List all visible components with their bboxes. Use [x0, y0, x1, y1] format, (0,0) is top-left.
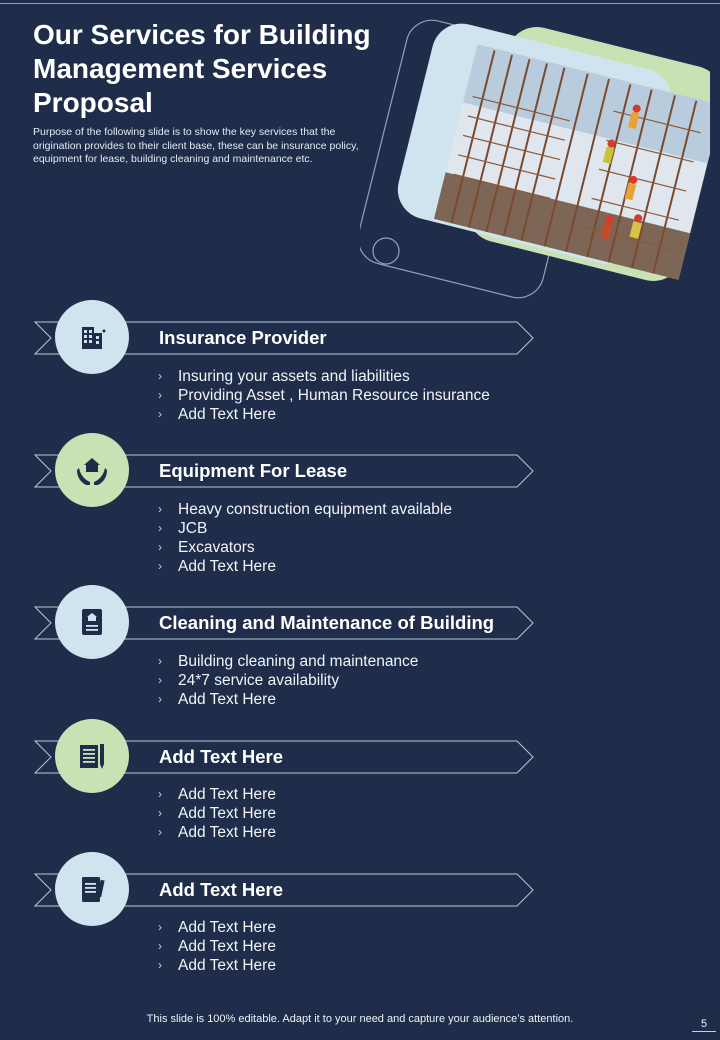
section-icon-circle	[55, 433, 129, 507]
list-item: › Add Text Here	[158, 691, 276, 708]
list-item: › JCB	[158, 520, 208, 537]
section-title: Add Text Here	[159, 746, 284, 767]
section-icon-circle	[55, 719, 129, 793]
chevron-right-icon: ›	[158, 692, 162, 706]
list-item: › Add Text Here	[158, 786, 276, 803]
section-bullets	[158, 652, 418, 709]
footer-note: This slide is 100% editable. Adapt it to your need and capture your audience’s attention.	[146, 1013, 574, 1025]
chevron-right-icon: ›	[158, 787, 162, 801]
page-number: 5	[692, 1018, 716, 1032]
notebook-pen-icon	[74, 871, 110, 907]
chevron-right-icon: ›	[158, 958, 162, 972]
page-title: Our Services for Building Management Services Proposal	[33, 19, 371, 118]
section-bullets	[158, 367, 490, 424]
section-bullets	[158, 918, 276, 975]
house-document-icon	[74, 604, 110, 640]
section-bullets	[158, 500, 452, 576]
building-icon	[74, 319, 110, 355]
section-icon-circle	[55, 300, 129, 374]
section-icon-circle	[55, 852, 129, 926]
chevron-right-icon: ›	[158, 559, 162, 573]
top-rule	[0, 0, 720, 4]
list-item: › Add Text Here	[158, 558, 276, 575]
list-item: › Add Text Here	[158, 938, 276, 955]
section-title: Add Text Here	[159, 879, 284, 900]
construction-photo	[360, 14, 710, 304]
list-item: › Excavators	[158, 539, 255, 556]
section-title: Insurance Provider	[159, 327, 327, 348]
section-title: Equipment For Lease	[159, 460, 348, 481]
house-in-hands-icon	[74, 452, 110, 488]
outline-circle	[373, 238, 399, 264]
list-item: › Add Text Here	[158, 919, 276, 936]
chevron-right-icon: ›	[158, 388, 162, 402]
chevron-right-icon: ›	[158, 540, 162, 554]
list-item: › Add Text Here	[158, 406, 276, 423]
list-item: › Add Text Here	[158, 824, 276, 841]
list-item: › Providing Asset , Human Resource insurance	[158, 387, 490, 404]
list-item: › Add Text Here	[158, 957, 276, 974]
chevron-right-icon: ›	[158, 939, 162, 953]
section-icon-circle	[55, 585, 129, 659]
list-item: › 24*7 service availability	[158, 672, 340, 689]
chevron-right-icon: ›	[158, 502, 162, 516]
list-item: › Add Text Here	[158, 805, 276, 822]
list-item: › Building cleaning and maintenance	[158, 653, 419, 670]
chevron-right-icon: ›	[158, 825, 162, 839]
list-item: › Insuring your assets and liabilities	[158, 368, 410, 385]
section-bullets	[158, 785, 276, 842]
chevron-right-icon: ›	[158, 806, 162, 820]
chevron-right-icon: ›	[158, 654, 162, 668]
chevron-right-icon: ›	[158, 521, 162, 535]
list-item: › Heavy construction equipment available	[158, 501, 452, 518]
chevron-right-icon: ›	[158, 673, 162, 687]
chevron-right-icon: ›	[158, 407, 162, 421]
page-subtitle: Purpose of the following slide is to show the key services that the origination provides to their client base, these can be insurance policy, equipment for lease, building cleaning and maintenance etc.	[33, 126, 359, 165]
section-title: Cleaning and Maintenance of Building	[159, 612, 495, 633]
chevron-right-icon: ›	[158, 920, 162, 934]
document-pen-icon	[74, 738, 110, 774]
chevron-right-icon: ›	[158, 369, 162, 383]
